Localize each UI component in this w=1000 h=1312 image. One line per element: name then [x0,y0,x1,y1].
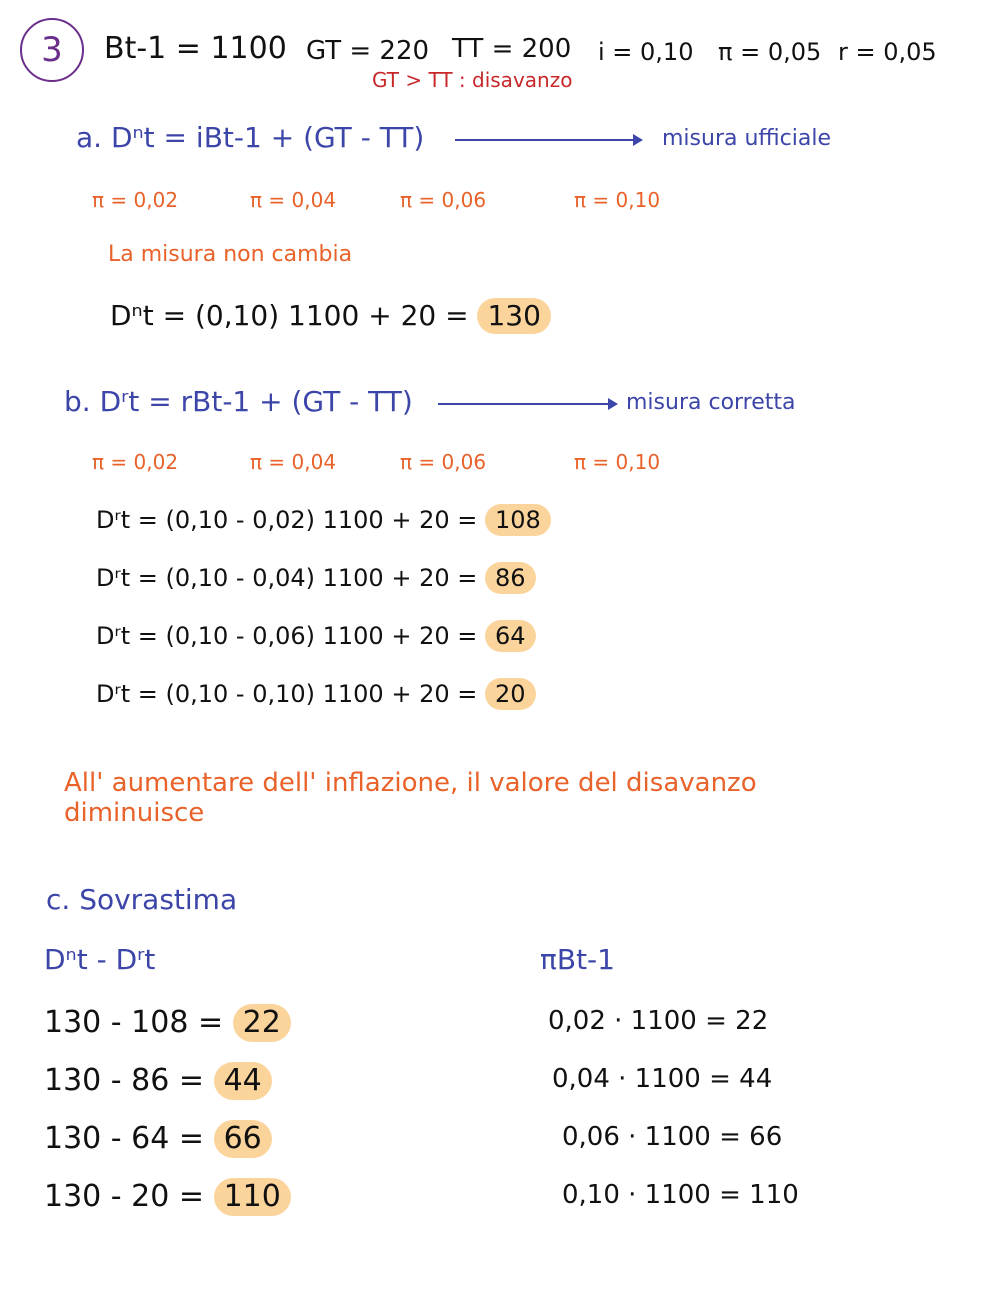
given-spending: GT = 220 [306,36,430,66]
given-interest: i = 0,10 [598,38,694,66]
result-highlight: 44 [214,1062,272,1100]
result-highlight: 110 [214,1178,291,1216]
pi-value: π = 0,06 [400,188,487,212]
part-a-formula: a. Dⁿt = iBt-1 + (GT - TT) [76,121,425,154]
conclusion-line: All' aumentare dell' inflazione, il valore del disavanzo [64,768,757,798]
pi-value: π = 0,10 [574,450,661,474]
part-a-comment: La misura non cambia [108,242,353,267]
arrow-icon [438,403,616,405]
right-row: 0,02 · 1100 = 22 [548,1006,769,1036]
given-real-rate: r = 0,05 [838,38,937,66]
result-highlight: 108 [485,504,551,536]
part-b-label: misura corretta [626,390,796,415]
left-row: 130 - 86 = 44 [44,1062,272,1100]
part-b-row: Dʳt = (0,10 - 0,10) 1100 + 20 = 20 [96,678,536,710]
part-b-row: Dʳt = (0,10 - 0,06) 1100 + 20 = 64 [96,620,536,652]
conclusion-line: diminuisce [64,798,205,828]
result-highlight: 86 [485,562,536,594]
part-b-row: Dʳt = (0,10 - 0,04) 1100 + 20 = 86 [96,562,536,594]
left-column-header: Dⁿt - Dʳt [44,943,156,976]
result-highlight: 20 [485,678,536,710]
pi-value: π = 0,02 [92,188,179,212]
result-highlight: 130 [477,298,550,334]
part-b-formula: b. Dʳt = rBt-1 + (GT - TT) [64,385,413,418]
left-row: 130 - 108 = 22 [44,1004,291,1042]
result-highlight: 64 [485,620,536,652]
part-c-title: c. Sovrastima [46,883,238,916]
pi-value: π = 0,04 [250,188,337,212]
pi-value: π = 0,04 [250,450,337,474]
pi-value: π = 0,06 [400,450,487,474]
exercise-number: 3 [20,18,84,82]
right-column-header: πBt-1 [540,943,615,976]
given-taxes: TT = 200 [452,34,572,64]
pi-value: π = 0,02 [92,450,179,474]
part-a-label: misura ufficiale [662,126,832,151]
right-row: 0,10 · 1100 = 110 [562,1180,799,1210]
pi-value: π = 0,10 [574,188,661,212]
left-row: 130 - 64 = 66 [44,1120,272,1158]
part-a-calc: Dⁿt = (0,10) 1100 + 20 = 130 [110,298,551,334]
right-row: 0,04 · 1100 = 44 [552,1064,773,1094]
left-row: 130 - 20 = 110 [44,1178,291,1216]
deficit-note: GT > TT : disavanzo [372,68,573,92]
result-highlight: 22 [233,1004,291,1042]
part-b-row: Dʳt = (0,10 - 0,02) 1100 + 20 = 108 [96,504,551,536]
given-inflation: π = 0,05 [718,38,822,66]
right-row: 0,06 · 1100 = 66 [562,1122,783,1152]
result-highlight: 66 [214,1120,272,1158]
arrow-icon [455,139,641,141]
given-debt: Bt-1 = 1100 [104,31,287,66]
